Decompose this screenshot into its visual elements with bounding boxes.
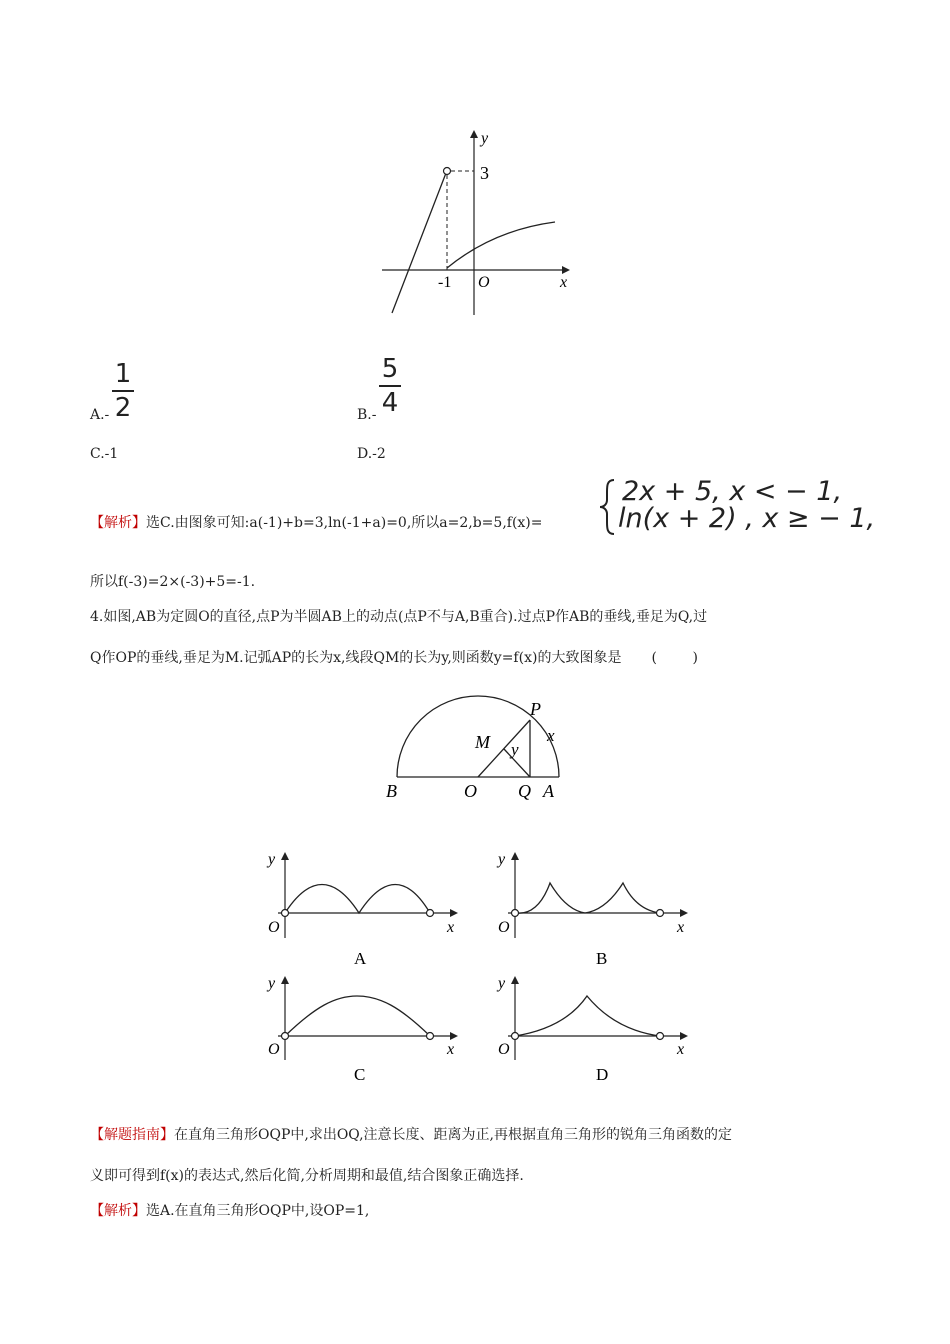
origin-label: O	[268, 919, 280, 936]
guide-tag: 【解题指南】	[90, 1127, 174, 1143]
fig1-origin-label: O	[478, 274, 490, 291]
log-branch	[447, 222, 555, 268]
curve	[285, 885, 430, 914]
choice-graph-c	[260, 972, 460, 1087]
guide-line2: 义即可得到f(x)的表达式,然后化简,分析周期和最值,结合图象正确选择.	[90, 1168, 524, 1184]
axis-x-label: x	[447, 919, 455, 936]
analysis2-line	[90, 1201, 369, 1221]
analysis1-line	[90, 513, 543, 533]
function-graph-figure	[370, 125, 580, 320]
graph-label-b: B	[596, 949, 608, 968]
analysis-tag: 【解析】	[90, 1203, 146, 1219]
label-b: B	[386, 781, 397, 801]
label-x: x	[547, 726, 555, 745]
piecewise-case-2: ln(x + 2) , x ≥ − 1,	[618, 503, 876, 534]
graph-label-a: A	[354, 949, 367, 968]
question4-line1: 4.如图,AB为定圆O的直径,点P为半圆AB上的动点(点P不与A,B重合).过点P作AB的垂线,垂足为Q,过	[90, 609, 708, 625]
label-m: M	[475, 732, 490, 752]
open-point	[444, 168, 451, 175]
choice-graph-a	[260, 848, 460, 973]
origin-label: O	[268, 1041, 280, 1058]
open-point	[427, 910, 434, 917]
x-axis-arrow	[450, 1032, 458, 1040]
curve	[285, 996, 430, 1036]
question4-line2	[90, 648, 698, 668]
open-point	[282, 910, 289, 917]
piecewise-case-1: 2x + 5, x < − 1,	[622, 476, 843, 507]
y-axis-arrow	[511, 976, 519, 984]
open-point	[512, 910, 519, 917]
curve	[515, 883, 660, 913]
x-axis-arrow	[450, 909, 458, 917]
option-a-numerator: 1	[114, 359, 132, 389]
analysis-tag: 【解析】	[90, 515, 146, 531]
open-point	[657, 910, 664, 917]
option-a-label: A.-	[90, 407, 110, 423]
open-point	[282, 1033, 289, 1040]
choice-graph-b	[490, 848, 690, 973]
label-q: Q	[518, 781, 531, 801]
x-axis-arrow	[680, 1032, 688, 1040]
label-y: y	[511, 740, 519, 759]
guide-line1-text: 在直角三角形OQP中,求出OQ,注意长度、距离为正,再根据直角三角形的锐角三角函数的定	[174, 1127, 732, 1143]
option-b-denominator: 4	[381, 388, 399, 418]
fraction-bar	[112, 390, 134, 392]
curve	[515, 996, 660, 1036]
axis-x-label: x	[677, 1041, 685, 1058]
graph-label-d: D	[596, 1065, 609, 1084]
fig1-x-label: x	[560, 274, 568, 291]
origin-label: O	[498, 919, 510, 936]
open-point	[512, 1033, 519, 1040]
y-axis-arrow	[281, 976, 289, 984]
option-a-denominator: 2	[114, 393, 132, 423]
analysis2-text: 选A.在直角三角形OQP中,设OP=1,	[146, 1203, 370, 1219]
label-p: P	[530, 699, 541, 719]
open-point	[657, 1033, 664, 1040]
fig1-minus-one-label: -1	[438, 274, 452, 291]
fig1-three-label: 3	[480, 163, 489, 183]
y-axis-arrow	[470, 130, 478, 138]
open-point	[427, 1033, 434, 1040]
label-o: O	[464, 781, 477, 801]
option-a-fraction	[112, 360, 134, 422]
answer-bracket: ( )	[651, 650, 698, 666]
option-c: C.-1	[90, 446, 119, 462]
question4-line2-text: Q作OP的垂线,垂足为M.记弧AP的长为x,线段QM的长为y,则函数y=f(x)的大致图象是	[90, 650, 622, 666]
linear-branch	[392, 173, 446, 313]
analysis1-conclusion: 所以f(-3)=2×(-3)+5=-1.	[90, 574, 256, 590]
piecewise-brace	[598, 478, 618, 536]
option-b-numerator: 5	[381, 354, 399, 384]
x-axis-arrow	[680, 909, 688, 917]
option-d: D.-2	[357, 446, 386, 462]
semicircle-figure	[380, 695, 575, 805]
graph-label-c: C	[354, 1065, 366, 1084]
guide-line1	[90, 1125, 732, 1145]
option-b-fraction	[379, 355, 401, 417]
axis-y-label: y	[268, 851, 276, 868]
axis-y-label: y	[498, 975, 506, 992]
analysis1-text: 选C.由图象可知:a(-1)+b=3,ln(-1+a)=0,所以a=2,b=5,f(x)=	[146, 515, 543, 531]
axis-x-label: x	[677, 919, 685, 936]
axis-y-label: y	[268, 975, 276, 992]
fig1-y-label: y	[481, 130, 489, 147]
y-axis-arrow	[511, 852, 519, 860]
origin-label: O	[498, 1041, 510, 1058]
axis-y-label: y	[498, 851, 506, 868]
option-b-label: B.-	[357, 407, 377, 423]
fraction-bar	[379, 385, 401, 387]
axis-x-label: x	[447, 1041, 455, 1058]
label-a: A	[543, 781, 554, 801]
x-axis-arrow	[562, 266, 570, 274]
y-axis-arrow	[281, 852, 289, 860]
choice-graph-d	[490, 972, 690, 1087]
